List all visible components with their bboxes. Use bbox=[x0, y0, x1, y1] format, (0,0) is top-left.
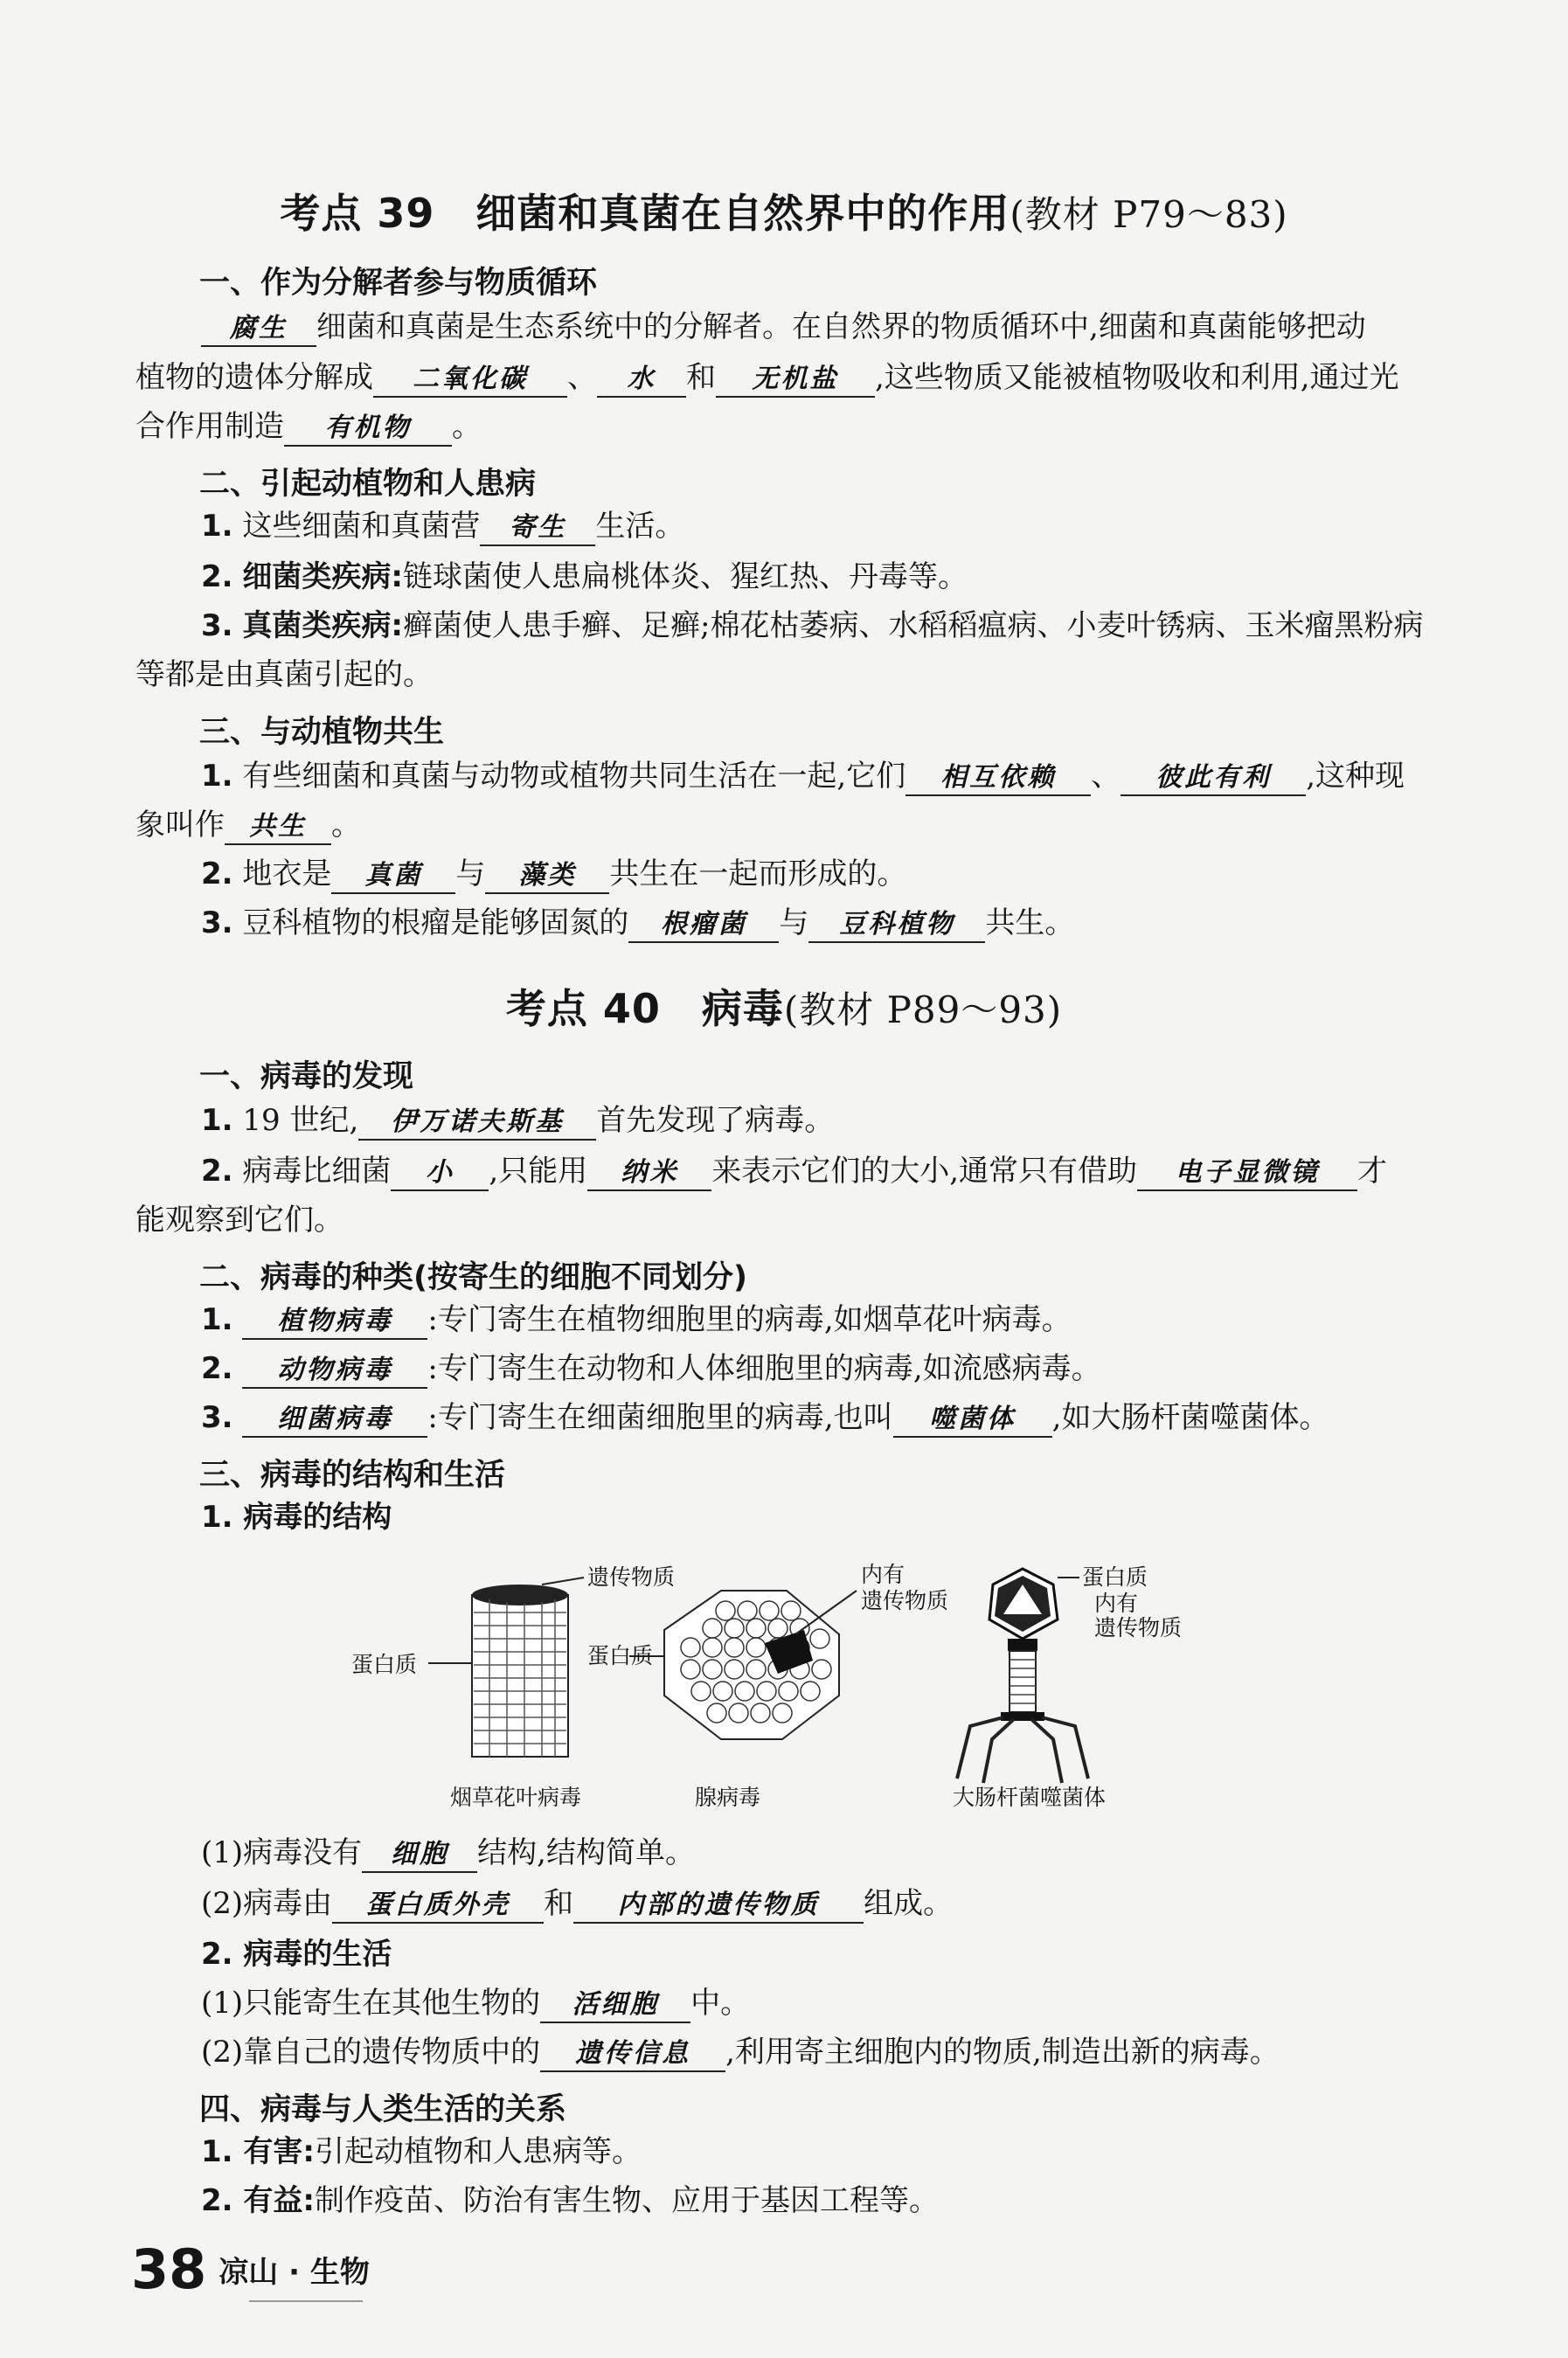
answer-blank: 无机盐 bbox=[716, 363, 875, 398]
answer-blank: 有机物 bbox=[284, 412, 452, 447]
answer-blank: 真菌 bbox=[331, 859, 455, 894]
subheading-life: 2. 病毒的生活 bbox=[201, 1937, 392, 1972]
section-40-title: 考点 40 病毒(教材 P89～93) bbox=[505, 985, 1063, 1032]
heading-symbiosis: 三、与动植物共生 bbox=[199, 715, 445, 750]
list-item: 3. 豆科植物的根瘤是能够固氮的 根瘤菌 与 豆科植物 共生。 bbox=[201, 905, 1074, 943]
list-item: (1)病毒没有 细胞 结构,结构简单。 bbox=[201, 1835, 695, 1873]
paragraph-line: 合作用制造 有机物 。 bbox=[135, 409, 482, 447]
answer-blank: 噬菌体 bbox=[893, 1403, 1052, 1438]
heading-disease: 二、引起动植物和人患病 bbox=[199, 467, 537, 502]
list-item: (2)病毒由 蛋白质外壳 和 内部的遗传物质 组成。 bbox=[201, 1886, 953, 1924]
virus-structure-figure bbox=[351, 1551, 1241, 1814]
heading-virus-human: 四、病毒与人类生活的关系 bbox=[199, 2092, 567, 2127]
phage-label-protein: 蛋白质 bbox=[1082, 1564, 1148, 1590]
adeno-label-protein: 蛋白质 bbox=[587, 1643, 654, 1668]
answer-blank: 水 bbox=[597, 363, 686, 398]
list-item: 2. 动物病毒 :专门寄生在动物和人体细胞里的病毒,如流感病毒。 bbox=[201, 1351, 1101, 1389]
paragraph-line: 能观察到它们。 bbox=[135, 1203, 343, 1238]
heading-virus-discovery: 一、病毒的发现 bbox=[199, 1059, 414, 1094]
answer-blank: 遗传信息 bbox=[540, 2037, 725, 2072]
adeno-name: 腺病毒 bbox=[695, 1785, 761, 1810]
heading-virus-types: 二、病毒的种类(按寄生的细胞不同划分) bbox=[199, 1260, 747, 1295]
list-item: (1)只能寄生在其他生物的 活细胞 中。 bbox=[201, 1986, 750, 2023]
answer-blank: 寄生 bbox=[480, 511, 595, 546]
list-item: (2)靠自己的遗传物质中的 遗传信息 ,利用寄主细胞内的物质,制造出新的病毒。 bbox=[201, 2035, 1280, 2072]
answer-blank: 伊万诺夫斯基 bbox=[358, 1106, 596, 1141]
answer-blank: 豆科植物 bbox=[808, 908, 985, 943]
tmv-label-protein: 蛋白质 bbox=[351, 1652, 418, 1677]
list-item: 1. 植物病毒 :专门寄生在植物细胞里的病毒,如烟草花叶病毒。 bbox=[201, 1302, 1072, 1340]
list-item: 2. 地衣是 真菌 与 藻类 共生在一起而形成的。 bbox=[201, 857, 906, 894]
adenovirus-illustration bbox=[629, 1591, 857, 1739]
subheading-structure: 1. 病毒的结构 bbox=[201, 1500, 392, 1535]
answer-blank: 电子显微镜 bbox=[1137, 1156, 1357, 1191]
answer-blank: 纳米 bbox=[587, 1156, 711, 1191]
adeno-label-line2: 遗传物质 bbox=[861, 1588, 949, 1613]
phage-label-line1: 内有 bbox=[1094, 1591, 1139, 1616]
answer-blank: 动物病毒 bbox=[242, 1354, 427, 1389]
answer-blank: 细胞 bbox=[362, 1838, 477, 1873]
section-39-title: 考点 39 细菌和真菌在自然界中的作用(教材 P79～83) bbox=[280, 190, 1288, 237]
answer-blank: 小 bbox=[391, 1156, 489, 1191]
answer-blank: 细菌病毒 bbox=[242, 1403, 427, 1438]
list-item: 2. 病毒比细菌 小 ,只能用 纳米 来表示它们的大小,通常只有借助 电子显微镜 才 bbox=[201, 1154, 1387, 1191]
paragraph-line: 象叫作 共生 。 bbox=[135, 808, 361, 845]
list-item: 1. 有些细菌和真菌与动物或植物共同生活在一起,它们 相互依赖 、 彼此有利 ,这种现 bbox=[201, 759, 1405, 796]
answer-blank: 共生 bbox=[225, 810, 331, 845]
answer-blank: 根瘤菌 bbox=[628, 908, 779, 943]
heading-decomposer: 一、作为分解者参与物质循环 bbox=[199, 266, 598, 301]
phage-name: 大肠杆菌噬菌体 bbox=[953, 1785, 1107, 1810]
adeno-label-line1: 内有 bbox=[861, 1562, 905, 1587]
answer-blank: 内部的遗传物质 bbox=[573, 1889, 864, 1924]
page-number: 38 bbox=[131, 2237, 207, 2301]
page-footer bbox=[131, 2237, 370, 2301]
answer-blank: 藻类 bbox=[485, 859, 609, 894]
tobacco-mosaic-virus-illustration bbox=[428, 1578, 584, 1757]
list-item: 3. 真菌类疾病:癣菌使人患手癣、足癣;棉花枯萎病、水稻稻瘟病、小麦叶锈病、玉米瘤黑粉病 bbox=[201, 608, 1424, 643]
paragraph-line: 植物的遗体分解成 二氧化碳 、 水 和 无机盐 ,这些物质又能被植物吸收和利用,通过光 bbox=[135, 360, 1399, 398]
heading-virus-structure: 三、病毒的结构和生活 bbox=[199, 1458, 506, 1493]
list-item: 2. 有益:制作疫苗、防治有害生物、应用于基因工程等。 bbox=[201, 2183, 940, 2218]
list-item: 1. 19 世纪, 伊万诺夫斯基 首先发现了病毒。 bbox=[201, 1103, 834, 1141]
phage-label-line2: 遗传物质 bbox=[1094, 1615, 1183, 1640]
book-title: 凉山 · 生物 bbox=[219, 2255, 370, 2290]
list-item: 3. 细菌病毒 :专门寄生在细菌细胞里的病毒,也叫 噬菌体 ,如大肠杆菌噬菌体。 bbox=[201, 1400, 1329, 1438]
bacteriophage-illustration bbox=[957, 1569, 1088, 1783]
paragraph-line: 等都是由真菌引起的。 bbox=[135, 657, 433, 692]
answer-blank: 相互依赖 bbox=[905, 761, 1091, 796]
answer-blank: 二氧化碳 bbox=[373, 363, 567, 398]
list-item: 2. 细菌类疾病:链球菌使人患扁桃体炎、猩红热、丹毒等。 bbox=[201, 559, 968, 594]
answer-blank: 腐生 bbox=[201, 312, 316, 347]
answer-blank: 蛋白质外壳 bbox=[332, 1889, 544, 1924]
tmv-name: 烟草花叶病毒 bbox=[450, 1785, 582, 1810]
list-item: 1. 有害:引起动植物和人患病等。 bbox=[201, 2134, 642, 2169]
answer-blank: 活细胞 bbox=[540, 1988, 690, 2023]
list-item: 1. 这些细菌和真菌营 寄生 生活。 bbox=[201, 509, 684, 546]
tmv-label-genetic: 遗传物质 bbox=[587, 1564, 676, 1590]
answer-blank: 彼此有利 bbox=[1120, 761, 1306, 796]
footer-rule bbox=[249, 2300, 363, 2302]
answer-blank: 植物病毒 bbox=[242, 1305, 427, 1340]
paragraph-line: 腐生 细菌和真菌是生态系统中的分解者。在自然界的物质循环中,细菌和真菌能够把动 bbox=[201, 309, 1366, 347]
